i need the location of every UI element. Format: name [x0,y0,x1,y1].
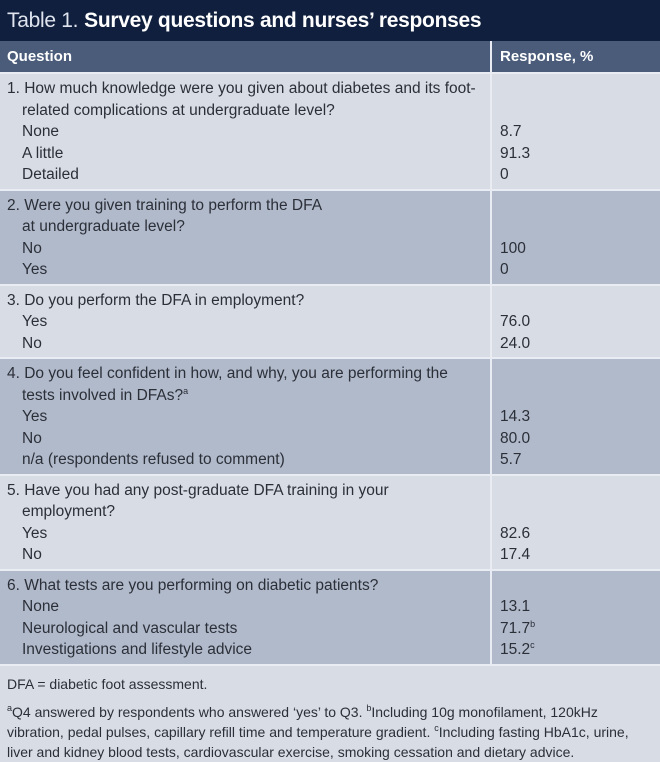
question-cell [0,73,491,190]
option-label: n/a (respondents refused to comment) [22,451,285,468]
response-cell [491,190,660,285]
header-row [0,41,660,73]
response-value: 13.1 [500,598,531,615]
question-row-2 [0,190,660,285]
footnote-marker: b [530,618,536,629]
option-label: No [22,239,42,257]
option-label: None [22,598,60,615]
option-label: No [22,546,42,563]
response-cell [491,73,660,190]
table-label: Table 1. [7,8,79,32]
footnote-marker: a [183,385,189,396]
option-label: Investigations and lifestyle advice [22,641,253,658]
response-value: 15.2$^c$ [500,640,535,658]
option-label: A little [22,144,64,162]
question-cell [0,358,491,475]
footnote-marker: c [530,640,535,650]
option-label: Neurological and vascular tests [22,619,238,637]
option-label: Yes [22,524,48,542]
survey-table [0,41,660,666]
column-header-question: Question [0,41,491,73]
response-value: 91.3 [500,144,531,162]
response-value: 80.0 [500,429,531,447]
response-value: 5.7 [500,451,522,468]
abbreviation-note: DFA = diabetic foot assessment. [7,675,208,692]
question-text: 4. Do you feel confident in how, and why, you are performing the tests involved in DFAs?$^a$ [7,365,448,404]
response-value: 76.0 [500,313,531,330]
question-row-3 [0,285,660,359]
response-value: 0 [500,261,509,278]
response-cell [491,285,660,359]
response-value: 0 [500,166,509,183]
question-text: 1. How much knowledge were you given about diabetes and its foot-related complications at undergraduate level? [7,80,476,119]
response-value: 82.6 [500,524,531,542]
response-cell [491,570,660,665]
option-label: None [22,123,60,140]
response-value: 17.4 [500,546,531,563]
table-title [0,0,660,41]
question-cell [0,285,491,359]
option-label: No [22,429,42,447]
column-header-response: Response, % [491,41,660,73]
table-footnotes [0,666,660,762]
option-label: Yes [22,313,48,330]
option-label: No [22,334,42,352]
question-row-6 [0,570,660,665]
option-label: Detailed [22,166,79,183]
question-cell [0,570,491,665]
response-value: 14.3 [500,408,531,425]
question-text: 6. What tests are you performing on diabetic patients? [7,576,379,594]
response-value: 8.7 [500,123,522,140]
question-cell [0,475,491,570]
response-value: 100 [500,239,526,257]
response-value: 24.0 [500,334,531,352]
response-value: 71.7$^b$ [500,618,536,637]
response-cell [491,358,660,475]
question-cell [0,190,491,285]
question-row-1 [0,73,660,190]
table-caption: Survey questions and nurses’ responses [84,8,482,32]
option-label: Yes [22,408,48,425]
question-text: 3. Do you perform the DFA in employment? [7,291,305,309]
footnotes: $^a$Q4 answered by respondents who answered ‘yes’ to Q3. $^b$Including 10g monofilament, 120kHz vibration, pedal pulses, capillary refill time and temperature gradient. $^c$Including fasting HbA1c, urine, liver and kidney blood tests, cardiovascular exercise, smoking cessation and dietary advice. [7,702,629,760]
question-text: 2. Were you given training to perform the DFA at undergraduate level? [7,196,322,235]
question-text: 5. Have you had any post-graduate DFA training in your employment? [7,481,389,520]
question-row-4 [0,358,660,475]
question-row-5 [0,475,660,570]
option-label: Yes [22,261,48,278]
response-cell [491,475,660,570]
